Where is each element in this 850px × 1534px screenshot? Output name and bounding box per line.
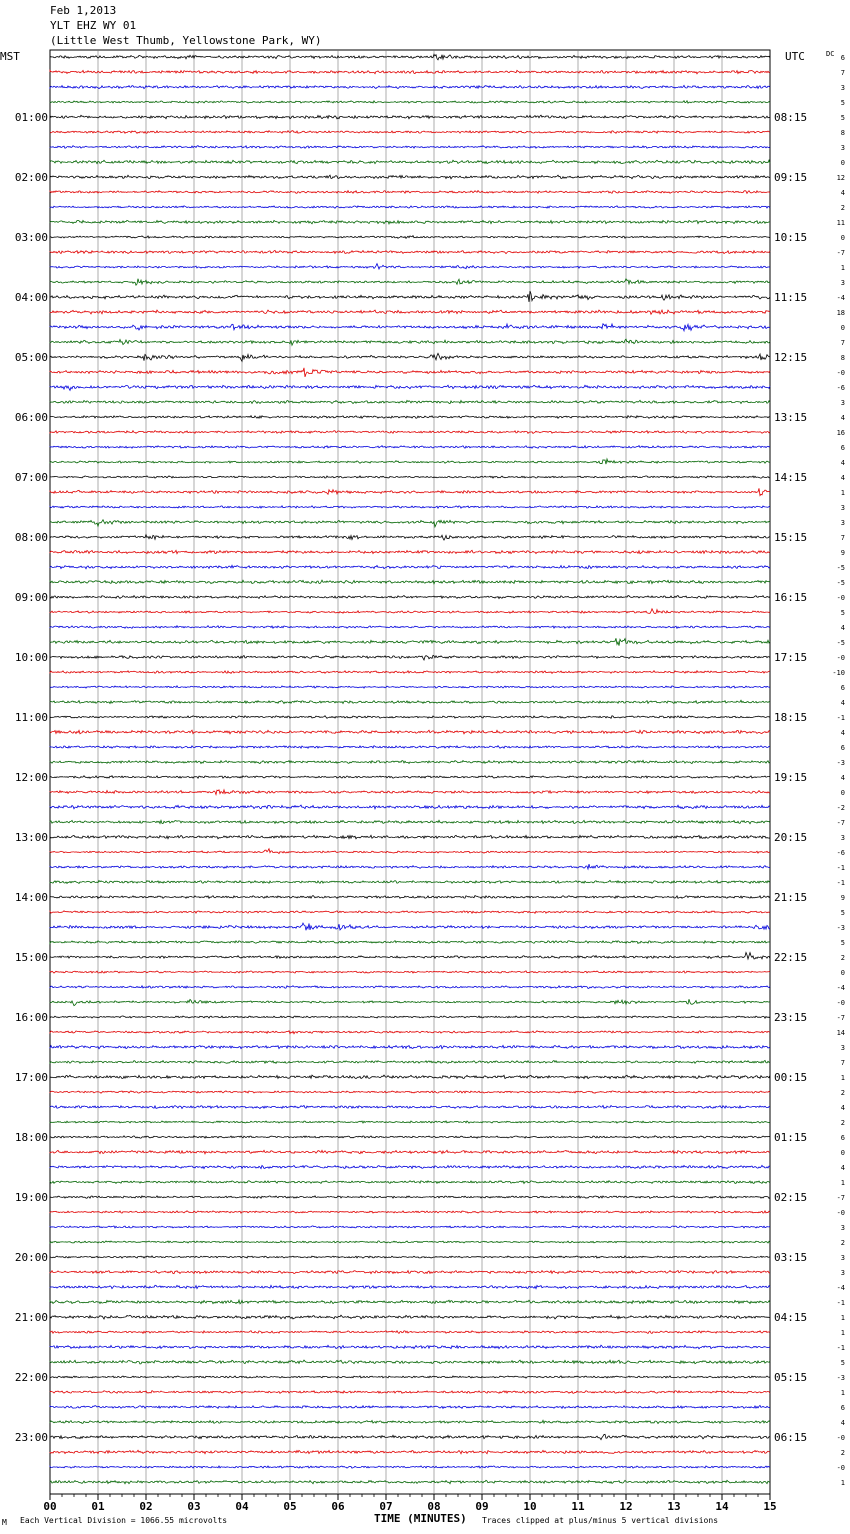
mst-hour-label: 19:00 <box>14 1191 48 1204</box>
dc-offset-value: -7 <box>836 249 845 257</box>
dc-offset-value: 4 <box>840 459 845 467</box>
dc-offset-value: 5 <box>840 114 845 122</box>
dc-offset-value: -0 <box>836 654 845 662</box>
seismic-trace <box>50 250 770 253</box>
x-tick-label: 10 <box>523 1500 537 1513</box>
utc-hour-label: 05:15 <box>774 1371 808 1384</box>
mst-hour-label: 20:00 <box>14 1251 48 1264</box>
dc-offset-value: 9 <box>840 894 845 902</box>
seismic-trace <box>50 1121 770 1123</box>
seismic-trace <box>50 353 770 361</box>
dc-offset-value: 16 <box>836 429 845 437</box>
seismic-trace <box>50 730 770 734</box>
dc-offset-value: -1 <box>836 1344 845 1352</box>
seismic-trace <box>50 1434 770 1439</box>
dc-offset-value: 0 <box>840 159 845 167</box>
dc-offset-value: -7 <box>836 1194 845 1202</box>
seismic-trace <box>50 291 770 302</box>
dc-offset-value: -0 <box>836 369 845 377</box>
seismic-trace <box>50 953 770 960</box>
dc-offset-value: -5 <box>836 639 845 647</box>
seismic-trace <box>50 923 770 930</box>
dc-offset-value: 4 <box>840 1164 845 1172</box>
mst-hour-label: 12:00 <box>14 771 48 784</box>
seismic-trace <box>50 220 770 224</box>
dc-offset-value: -1 <box>836 879 845 887</box>
dc-offset-value: 1 <box>840 489 845 497</box>
dc-offset-value: -0 <box>836 1464 845 1472</box>
seismic-trace <box>50 1285 770 1289</box>
dc-offset-value: -4 <box>836 1284 845 1292</box>
dc-offset-value: 4 <box>840 774 845 782</box>
mst-hour-label: 07:00 <box>14 471 48 484</box>
clip-note: Traces clipped at plus/minus 5 vertical divisions <box>482 1516 719 1525</box>
seismic-trace <box>50 686 770 688</box>
seismic-trace <box>50 535 770 540</box>
x-tick-label: 14 <box>715 1500 729 1513</box>
dc-offset-value: 11 <box>836 219 845 227</box>
seismic-trace <box>50 1376 770 1378</box>
seismic-trace <box>50 1420 770 1423</box>
dc-offset-value: -7 <box>836 1014 845 1022</box>
seismic-trace <box>50 864 770 869</box>
scale-note: Each Vertical Division = 1066.55 microvolts <box>20 1516 228 1525</box>
mst-hour-label: 21:00 <box>14 1311 48 1324</box>
utc-hour-label: 18:15 <box>774 711 808 724</box>
mst-hour-label: 15:00 <box>14 951 48 964</box>
mst-hour-label: 09:00 <box>14 591 48 604</box>
dc-offset-value: 4 <box>840 699 845 707</box>
dc-offset-value: -4 <box>836 294 845 302</box>
seismic-trace <box>50 1466 770 1468</box>
x-tick-label: 06 <box>331 1500 345 1513</box>
x-tick-label: 05 <box>283 1500 297 1513</box>
seismic-trace <box>50 626 770 629</box>
dc-offset-value: 1 <box>840 264 845 272</box>
dc-offset-value: -0 <box>836 594 845 602</box>
dc-offset-value: 0 <box>840 234 845 242</box>
dc-offset-value: 4 <box>840 624 845 632</box>
seismic-trace <box>50 805 770 809</box>
dc-offset-value: 2 <box>840 1119 845 1127</box>
seismic-trace <box>50 1315 770 1319</box>
seismic-trace <box>50 880 770 883</box>
x-tick-label: 00 <box>43 1500 57 1513</box>
seismic-trace <box>50 368 770 377</box>
dc-offset-value: 5 <box>840 939 845 947</box>
seismic-trace <box>50 550 770 553</box>
dc-offset-value: 2 <box>840 1089 845 1097</box>
seismic-trace <box>50 1241 770 1243</box>
seismic-trace <box>50 115 770 119</box>
dc-offset-value: 3 <box>840 279 845 287</box>
dc-offset-value: 7 <box>840 69 845 77</box>
dc-offset-value: 5 <box>840 99 845 107</box>
seismic-trace <box>50 760 770 763</box>
dc-offset-value: 3 <box>840 1044 845 1052</box>
dc-offset-value: -0 <box>836 999 845 1007</box>
seismic-trace <box>50 1391 770 1394</box>
utc-hour-label: 15:15 <box>774 531 808 544</box>
dc-offset-value: 4 <box>840 189 845 197</box>
dc-offset-value: 6 <box>840 444 845 452</box>
dc-offset-value: 1 <box>840 1074 845 1082</box>
mst-hour-label: 08:00 <box>14 531 48 544</box>
mst-hour-label: 10:00 <box>14 651 48 664</box>
dc-offset-value: -3 <box>836 924 845 932</box>
dc-offset-value: 4 <box>840 729 845 737</box>
dc-offset-value: -6 <box>836 849 845 857</box>
mst-hour-label: 01:00 <box>14 111 48 124</box>
dc-offset-value: 1 <box>840 1479 845 1487</box>
dc-offset-value: -0 <box>836 1434 845 1442</box>
x-axis-label: TIME (MINUTES) <box>374 1512 467 1525</box>
seismic-trace <box>50 1271 770 1274</box>
dc-offset-value: -7 <box>836 819 845 827</box>
x-tick-label: 01 <box>91 1500 105 1513</box>
x-tick-label: 09 <box>475 1500 489 1513</box>
dc-offset-value: 3 <box>840 1224 845 1232</box>
seismic-trace <box>50 175 770 179</box>
dc-offset-value: 12 <box>836 174 845 182</box>
dc-offset-value: -6 <box>836 384 845 392</box>
dc-offset-value: 3 <box>840 504 845 512</box>
dc-offset-value: 14 <box>836 1029 845 1037</box>
dc-offset-value: 8 <box>840 129 845 137</box>
seismic-trace <box>50 1331 770 1334</box>
seismic-trace <box>50 1016 770 1018</box>
seismic-trace <box>50 941 770 944</box>
seismic-trace <box>50 1106 770 1109</box>
seismic-trace <box>50 339 770 345</box>
utc-hour-label: 17:15 <box>774 651 808 664</box>
seismic-trace <box>50 1091 770 1093</box>
seismic-trace <box>50 1150 770 1154</box>
dc-offset-value: -4 <box>836 984 845 992</box>
seismic-trace <box>50 131 770 134</box>
dc-offset-value: 5 <box>840 1359 845 1367</box>
seismic-trace <box>50 1226 770 1228</box>
seismic-trace <box>50 1045 770 1048</box>
seismic-trace <box>50 1061 770 1064</box>
mst-hour-label: 02:00 <box>14 171 48 184</box>
x-tick-label: 07 <box>379 1500 393 1513</box>
utc-hour-label: 16:15 <box>774 591 808 604</box>
dc-offset-value: 3 <box>840 834 845 842</box>
seismic-trace <box>50 565 770 568</box>
seismic-trace <box>50 896 770 899</box>
x-tick-label: 08 <box>427 1500 441 1513</box>
mst-hour-label: 03:00 <box>14 231 48 244</box>
seismic-trace <box>50 1300 770 1304</box>
dc-offset-value: 3 <box>840 399 845 407</box>
dc-offset-value: 0 <box>840 789 845 797</box>
seismic-trace <box>50 911 770 914</box>
dc-offset-value: -5 <box>836 579 845 587</box>
dc-offset-value: 0 <box>840 969 845 977</box>
dc-offset-value: 3 <box>840 84 845 92</box>
mst-hour-label: 06:00 <box>14 411 48 424</box>
seismic-trace <box>50 160 770 164</box>
utc-hour-label: 04:15 <box>774 1311 808 1324</box>
dc-offset-value: 3 <box>840 144 845 152</box>
dc-offset-value: 5 <box>840 909 845 917</box>
dc-offset-value: -0 <box>836 1209 845 1217</box>
station-code: YLT EHZ WY 01 <box>50 19 137 32</box>
x-tick-label: 04 <box>235 1500 249 1513</box>
dc-offset-value: 2 <box>840 1239 845 1247</box>
dc-offset-value: 1 <box>840 1314 845 1322</box>
utc-hour-label: 21:15 <box>774 891 808 904</box>
dc-offset-value: 7 <box>840 534 845 542</box>
seismic-trace <box>50 1031 770 1034</box>
seismic-trace <box>50 1136 770 1139</box>
seismic-trace <box>50 1450 770 1453</box>
seismic-trace <box>50 1211 770 1213</box>
utc-hour-label: 08:15 <box>774 111 808 124</box>
dc-offset-value: -1 <box>836 864 845 872</box>
seismic-trace <box>50 790 770 795</box>
dc-offset-value: 4 <box>840 474 845 482</box>
dc-offset-value: 3 <box>840 519 845 527</box>
dc-offset-value: -5 <box>836 564 845 572</box>
dc-offset-value: -1 <box>836 1299 845 1307</box>
dc-offset-value: -2 <box>836 804 845 812</box>
utc-hour-label: 19:15 <box>774 771 808 784</box>
dc-offset-value: 18 <box>836 309 845 317</box>
seismic-trace <box>50 191 770 194</box>
mst-hour-label: 13:00 <box>14 831 48 844</box>
x-tick-label: 13 <box>667 1500 681 1513</box>
mst-hour-label: 17:00 <box>14 1071 48 1084</box>
dc-offset-value: 2 <box>840 1449 845 1457</box>
seismic-trace <box>50 476 770 478</box>
mst-hour-label: 04:00 <box>14 291 48 304</box>
utc-hour-label: 01:15 <box>774 1131 808 1144</box>
seismic-trace <box>50 971 770 973</box>
utc-hour-label: 09:15 <box>774 171 808 184</box>
seismic-trace <box>50 488 770 495</box>
utc-hour-label: 13:15 <box>774 411 808 424</box>
utc-hour-label: 03:15 <box>774 1251 808 1264</box>
dc-offset-value: 5 <box>840 609 845 617</box>
seismic-trace <box>50 638 770 645</box>
seismic-trace <box>50 236 770 239</box>
dc-column-label: DC <box>826 50 835 58</box>
dc-offset-value: -3 <box>836 1374 845 1382</box>
seismic-trace <box>50 324 770 331</box>
seismic-trace <box>50 146 770 149</box>
seismic-trace <box>50 1165 770 1168</box>
x-tick-label: 15 <box>763 1500 777 1513</box>
mst-hour-label: 18:00 <box>14 1131 48 1144</box>
corner-mark: M <box>2 1518 7 1527</box>
mst-hour-label: 23:00 <box>14 1431 48 1444</box>
x-tick-label: 02 <box>139 1500 153 1513</box>
dc-offset-value: 4 <box>840 1104 845 1112</box>
seismic-trace <box>50 85 770 88</box>
x-tick-label: 03 <box>187 1500 201 1513</box>
seismic-trace <box>50 716 770 719</box>
utc-hour-label: 00:15 <box>774 1071 808 1084</box>
dc-offset-value: -1 <box>836 714 845 722</box>
dc-offset-value: 2 <box>840 954 845 962</box>
dc-offset-value: 3 <box>840 1254 845 1262</box>
dc-offset-value: -3 <box>836 759 845 767</box>
mst-hour-label: 16:00 <box>14 1011 48 1024</box>
dc-offset-value: 1 <box>840 1329 845 1337</box>
dc-offset-value: 4 <box>840 414 845 422</box>
seismic-trace <box>50 849 770 854</box>
x-tick-label: 12 <box>619 1500 633 1513</box>
seismic-trace <box>50 264 770 269</box>
seismic-trace <box>50 206 770 208</box>
seismic-trace <box>50 700 770 703</box>
seismic-trace <box>50 1256 770 1258</box>
utc-hour-label: 14:15 <box>774 471 808 484</box>
seismic-trace <box>50 446 770 449</box>
utc-hour-label: 10:15 <box>774 231 808 244</box>
utc-hour-label: 06:15 <box>774 1431 808 1444</box>
seismic-trace <box>50 54 770 60</box>
dc-offset-value: 7 <box>840 339 845 347</box>
seismic-trace <box>50 1075 770 1079</box>
utc-hour-label: 11:15 <box>774 291 808 304</box>
seismic-trace <box>50 1345 770 1349</box>
utc-hour-label: 23:15 <box>774 1011 808 1024</box>
mst-hour-label: 14:00 <box>14 891 48 904</box>
seismic-trace <box>50 400 770 403</box>
seismic-trace <box>50 820 770 823</box>
seismic-trace <box>50 1405 770 1408</box>
seismic-trace <box>50 986 770 989</box>
dc-offset-value: 6 <box>840 54 845 62</box>
seismic-trace <box>50 101 770 104</box>
seismic-trace <box>50 746 770 749</box>
seismic-trace <box>50 1181 770 1184</box>
dc-offset-value: 6 <box>840 684 845 692</box>
plot-date: Feb 1,2013 <box>50 4 117 17</box>
seismic-trace <box>50 279 770 286</box>
dc-offset-value: 0 <box>840 1149 845 1157</box>
dc-offset-value: 6 <box>840 1134 845 1142</box>
utc-hour-label: 02:15 <box>774 1191 808 1204</box>
dc-offset-value: 9 <box>840 549 845 557</box>
seismic-trace <box>50 580 770 584</box>
seismic-trace <box>50 655 770 660</box>
mst-hour-label: 22:00 <box>14 1371 48 1384</box>
seismic-trace <box>50 459 770 464</box>
seismic-trace <box>50 835 770 839</box>
seismic-trace <box>50 385 770 390</box>
dc-offset-value: 7 <box>840 1059 845 1067</box>
dc-offset-value: 0 <box>840 324 845 332</box>
seismic-trace <box>50 431 770 434</box>
dc-offset-value: 4 <box>840 1419 845 1427</box>
dc-offset-value: 6 <box>840 1404 845 1412</box>
seismic-trace <box>50 609 770 614</box>
dc-offset-value: 3 <box>840 1269 845 1277</box>
seismic-trace <box>50 776 770 779</box>
dc-offset-value: 1 <box>840 1389 845 1397</box>
seismic-trace <box>50 506 770 509</box>
mst-hour-label: 11:00 <box>14 711 48 724</box>
dc-offset-value: 2 <box>840 204 845 212</box>
seismic-trace <box>50 1196 770 1199</box>
seismic-trace <box>50 416 770 419</box>
x-tick-label: 11 <box>571 1500 585 1513</box>
left-timezone-label: MST <box>0 50 20 63</box>
seismic-trace <box>50 1480 770 1483</box>
seismic-trace <box>50 596 770 599</box>
seismic-trace <box>50 671 770 674</box>
seismic-trace <box>50 70 770 74</box>
seismic-trace <box>50 999 770 1005</box>
seismic-trace <box>50 310 770 314</box>
utc-hour-label: 20:15 <box>774 831 808 844</box>
dc-offset-value: 6 <box>840 744 845 752</box>
utc-hour-label: 22:15 <box>774 951 808 964</box>
mst-hour-label: 05:00 <box>14 351 48 364</box>
dc-offset-value: 1 <box>840 1179 845 1187</box>
seismic-trace <box>50 520 770 527</box>
utc-hour-label: 12:15 <box>774 351 808 364</box>
dc-offset-value: 8 <box>840 354 845 362</box>
station-location: (Little West Thumb, Yellowstone Park, WY) <box>50 34 322 47</box>
right-timezone-label: UTC <box>785 50 805 63</box>
dc-offset-value: -10 <box>832 669 845 677</box>
seismic-trace <box>50 1360 770 1364</box>
